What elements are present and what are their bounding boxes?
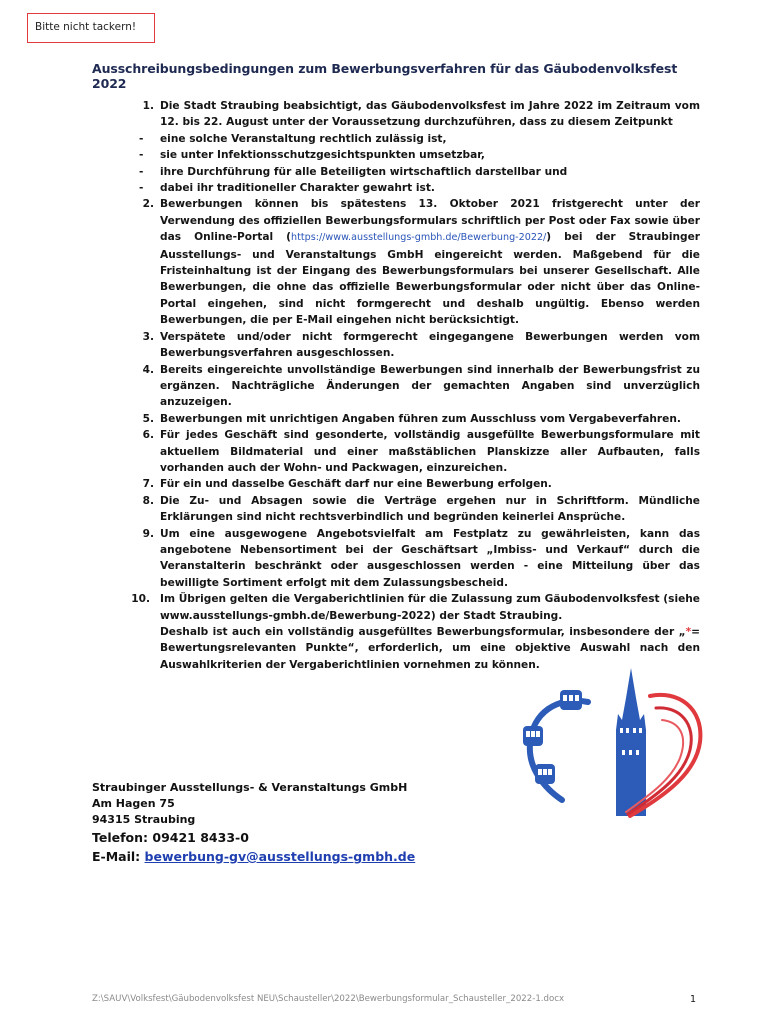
file-path-footer: Z:\SAUV\Volksfest\Gäubodenvolksfest NEU\Schausteller\2022\Bewerbungsformular_Schausteller_2022-1.docx <box>92 994 565 1004</box>
email-line <box>92 847 512 866</box>
conditions-list <box>133 98 700 673</box>
list-item <box>133 98 700 131</box>
email-label: E-Mail: <box>92 849 141 864</box>
item-number: 6. <box>142 429 154 442</box>
list-item: 4. Bereits eingereichte unvollständige Bewerbungen sind innerhalb der Bewerbungsfrist zu ergänzen. Nachträgliche Änderungen der gemachten Angaben sind unverzüglich anzuzeigen. <box>133 362 700 411</box>
gaeubodenvolksfest-logo <box>518 668 708 818</box>
city-address: 94315 Straubing <box>92 813 196 826</box>
list-item: 3. Verspätete und/oder nicht formgerecht eingegangene Bewerbungen werden vom Bewerbungsverfahren ausgeschlossen. <box>133 329 700 362</box>
list-item: 10. Im Übrigen gelten die Vergaberichtlinien für die Zulassung zum Gäubodenvolksfest (siehe www.ausstellungs-gmbh.de/Bewerbung-2022) der Stadt Straubing. Deshalb ist auch ein vollständig ausgefülltes Bewerbungsformular, insbesondere der „*= Bewertungsrelevanten Punkte“, erforderlich, um eine objektive Auswahl nach den Auswahlkriterien der Vergaberichtlinien vornehmen zu können. <box>133 591 700 673</box>
sub-item: - sie unter Infektionsschutzgesichtspunkten umsetzbar, <box>139 149 485 162</box>
list-item: 8. Die Zu- und Absagen sowie die Verträge ergehen nur in Schriftform. Mündliche Erklärungen sind nicht rechtsverbindlich und begründen keinerlei Ansprüche. <box>133 493 700 526</box>
list-item: 9. Um eine ausgewogene Angebotsvielfalt am Festplatz zu gewährleisten, kann das angebotene Nebensortiment bei der Geschäftsart „Imbiss- und Verkauf“ durch die Veranstalterin beschränkt oder ausgeschlossen werden - eine Mitteilung über das bewilligte Sortiment erfolgt mit dem Zulassungsbescheid. <box>133 526 700 592</box>
company-name: Straubinger Ausstellungs- & Veranstaltungs GmbH <box>92 781 408 794</box>
street-address: Am Hagen 75 <box>92 797 175 810</box>
portal-link[interactable]: https://www.ausstellungs-gmbh.de/Bewerbung-2022/ <box>291 232 547 244</box>
item-number: 2. <box>142 198 154 211</box>
item-number: 1. <box>142 100 154 112</box>
page-number: 1 <box>690 994 697 1005</box>
stamp-notice: Bitte nicht tackern! <box>27 13 155 43</box>
page-title: Ausschreibungsbedingungen zum Bewerbungsverfahren für das Gäubodenvolksfest 2022 <box>92 61 678 91</box>
phone-number: Telefon: 09421 8433-0 <box>92 830 249 845</box>
sub-item: - ihre Durchführung für alle Beteiligten wirtschaftlich darstellbar und <box>139 165 568 178</box>
item-number: 3. <box>142 330 154 343</box>
list-item: 7. Für ein und dasselbe Geschäft darf nur eine Bewerbung erfolgen. <box>133 476 700 492</box>
item-number: 7. <box>142 478 154 491</box>
sub-item: - eine solche Veranstaltung rechtlich zulässig ist, <box>139 132 447 145</box>
item-number: 5. <box>142 412 154 425</box>
item-number: 10. <box>131 593 150 606</box>
item-text: Die Stadt Straubing beabsichtigt, das Gäubodenvolksfest im Jahre 2022 im Zeitraum vom 12. bis 22. August unter der Voraussetzung durchzuführen, dass zu diesem Zeitpunkt <box>160 100 700 129</box>
list-item: 5. Bewerbungen mit unrichtigen Angaben führen zum Ausschluss vom Vergabeverfahren. <box>133 411 700 427</box>
star-marker: * <box>685 626 692 638</box>
email-link[interactable]: bewerbung-gv@ausstellungs-gmbh.de <box>144 849 416 864</box>
sub-item: - dabei ihr traditioneller Charakter gewahrt ist. <box>139 182 435 195</box>
list-item: 6. Für jedes Geschäft sind gesonderte, vollständig ausgefüllte Bewerbungsformulare mit aktuellem Bildmaterial und einer maßstäblichen Planskizze aller Aufbauten, falls vorhanden auch der Wohn- und Packwagen, einzureichen. <box>133 427 700 476</box>
item-number: 8. <box>142 494 154 507</box>
item-number: 9. <box>142 527 154 540</box>
contact-block <box>92 780 512 866</box>
list-item: 2. Bewerbungen können bis spätestens 13. Oktober 2021 fristgerecht unter der Verwendung des offiziellen Bewerbungsformulars schriftlich per Post oder Fax sowie über das Online-Portal (https://www.ausstellungs-gmbh.de/Bewerbung-2022/) bei der Straubinger Ausstellungs- und Veranstaltungs GmbH eingereicht werden. Maßgebend für die Fristeinhaltung ist der Eingang des Bewerbungsformulars bei unserer Gesellschaft. Alle Bewerbungen, die ohne das offizielle Bewerbungsformular oder nicht über das Online-Portal eingehen, sind nicht formgerecht und deshalb ungültig. Ebenso werden Bewerbungen, die per E-Mail eingehen nicht berücksichtigt. <box>133 196 700 328</box>
item-number: 4. <box>142 363 154 376</box>
